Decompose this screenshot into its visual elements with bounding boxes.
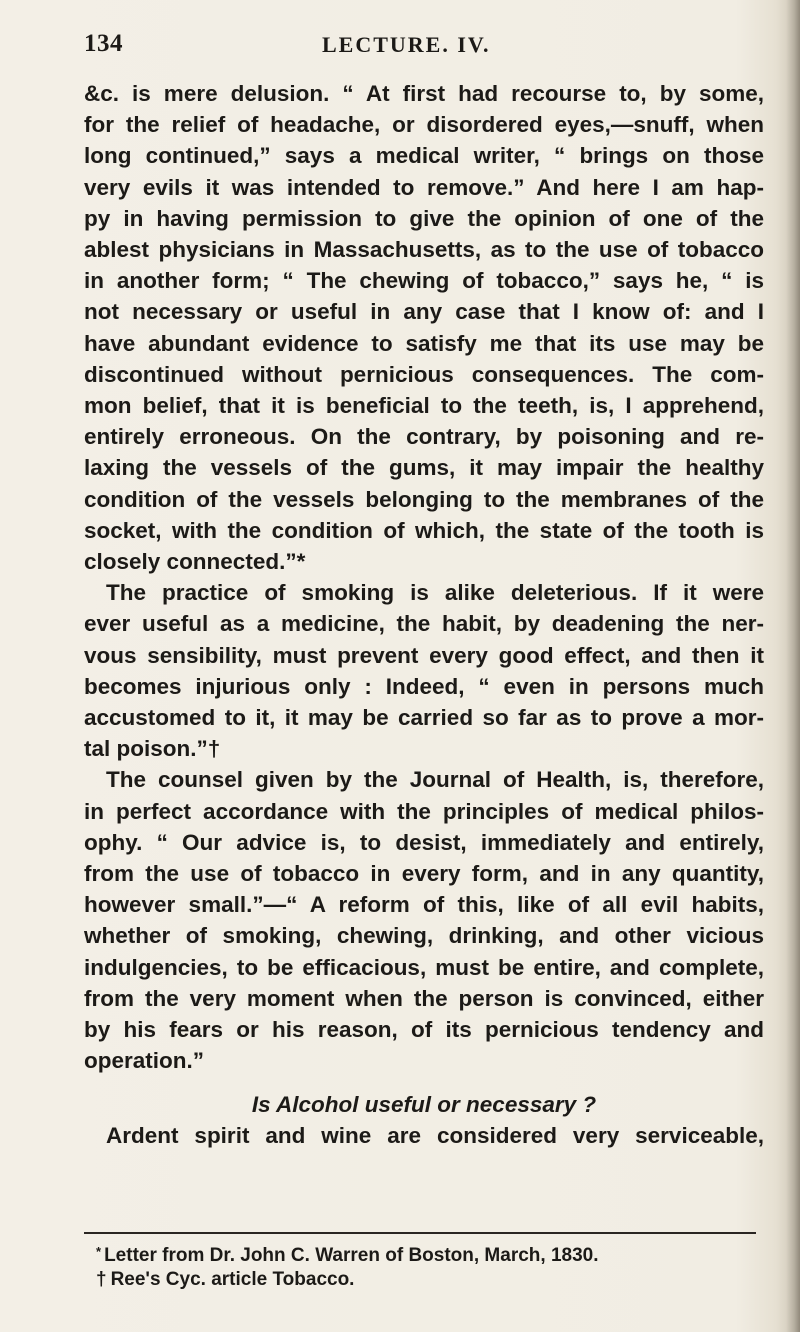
text-line: socket, with the condition of which, the state of the tooth is (84, 517, 764, 543)
text-line: discontinued without pernicious consequences. The com- (84, 361, 764, 387)
footnote-marker: * (96, 1244, 102, 1259)
text-line: accustomed to it, it may be carried so far as to prove a mor- (84, 705, 764, 731)
page-number: 134 (84, 30, 123, 57)
running-head (84, 30, 754, 64)
text-line: have abundant evidence to satisfy me that its use may be (84, 330, 764, 356)
running-title: LECTURE. IV. (322, 32, 491, 57)
text-line: from the very moment when the person is convinced, either (84, 985, 764, 1011)
text-line: &c. is mere delusion. “ At first had recourse to, by some, (84, 81, 764, 106)
text-line: by his fears or his reason, of its pernicious tendency and (84, 1017, 764, 1043)
text-line: vous sensibility, must prevent every good effect, and then it (84, 642, 764, 668)
footnotes (96, 1240, 756, 1292)
text-line: from the use of tobacco in every form, and in any quantity, (84, 861, 764, 887)
text-line: in perfect accordance with the principles of medical philos- (84, 798, 764, 824)
text-line: The counsel given by the Journal of Health, is, therefore, (106, 767, 764, 793)
footnote-1 (96, 1240, 756, 1268)
text-line: tal poison.”† (84, 736, 221, 762)
footnote-text: Letter from Dr. John C. Warren of Boston, March, 1830. (104, 1245, 599, 1266)
footnote-marker: † (96, 1269, 107, 1290)
text-line: operation.” (84, 1048, 205, 1074)
text-line: entirely erroneous. On the contrary, by poisoning and re- (84, 424, 764, 450)
text-line: closely connected.”* (84, 549, 306, 575)
body-text (84, 78, 764, 1151)
text-line: Ardent spirit and wine are considered very serviceable, (106, 1122, 764, 1148)
footnote-divider (84, 1232, 756, 1234)
text-line: condition of the vessels belonging to the membranes of the (84, 486, 764, 512)
text-line: indulgencies, to be efficacious, must be entire, and complete, (84, 954, 764, 980)
page-edge-shadow (786, 0, 800, 1332)
text-line: ablest physicians in Massachusetts, as to the use of tobacco (84, 237, 764, 263)
text-line: ophy. “ Our advice is, to desist, immediately and entirely, (84, 829, 764, 855)
text-line: long continued,” says a medical writer, “ brings on those (84, 143, 764, 169)
text-line: not necessary or useful in any case that I know of: and I (84, 299, 764, 325)
text-line: whether of smoking, chewing, drinking, and other vicious (84, 923, 764, 949)
text-line: however small.”—“ A reform of this, like of all evil habits, (84, 892, 764, 918)
text-line: for the relief of headache, or disordered eyes,—snuff, when (84, 112, 764, 138)
footnote-2 (96, 1268, 756, 1292)
text-line: The practice of smoking is alike deleterious. If it were (106, 580, 764, 606)
section-subheading: Is Alcohol useful or necessary ? (251, 1091, 597, 1117)
text-line: py in having permission to give the opinion of one of the (84, 205, 764, 231)
text-line: in another form; “ The chewing of tobacco,” says he, “ is (84, 268, 764, 294)
text-line: very evils it was intended to remove.” And here I am hap- (84, 174, 764, 200)
text-line: mon belief, that it is beneficial to the teeth, is, I apprehend, (84, 393, 764, 419)
text-line: becomes injurious only : Indeed, “ even in persons much (84, 673, 764, 699)
footnote-text: Ree's Cyc. article Tobacco. (110, 1269, 355, 1290)
text-line: ever useful as a medicine, the habit, by deadening the ner- (84, 611, 764, 637)
text-line: laxing the vessels of the gums, it may impair the healthy (84, 455, 764, 481)
